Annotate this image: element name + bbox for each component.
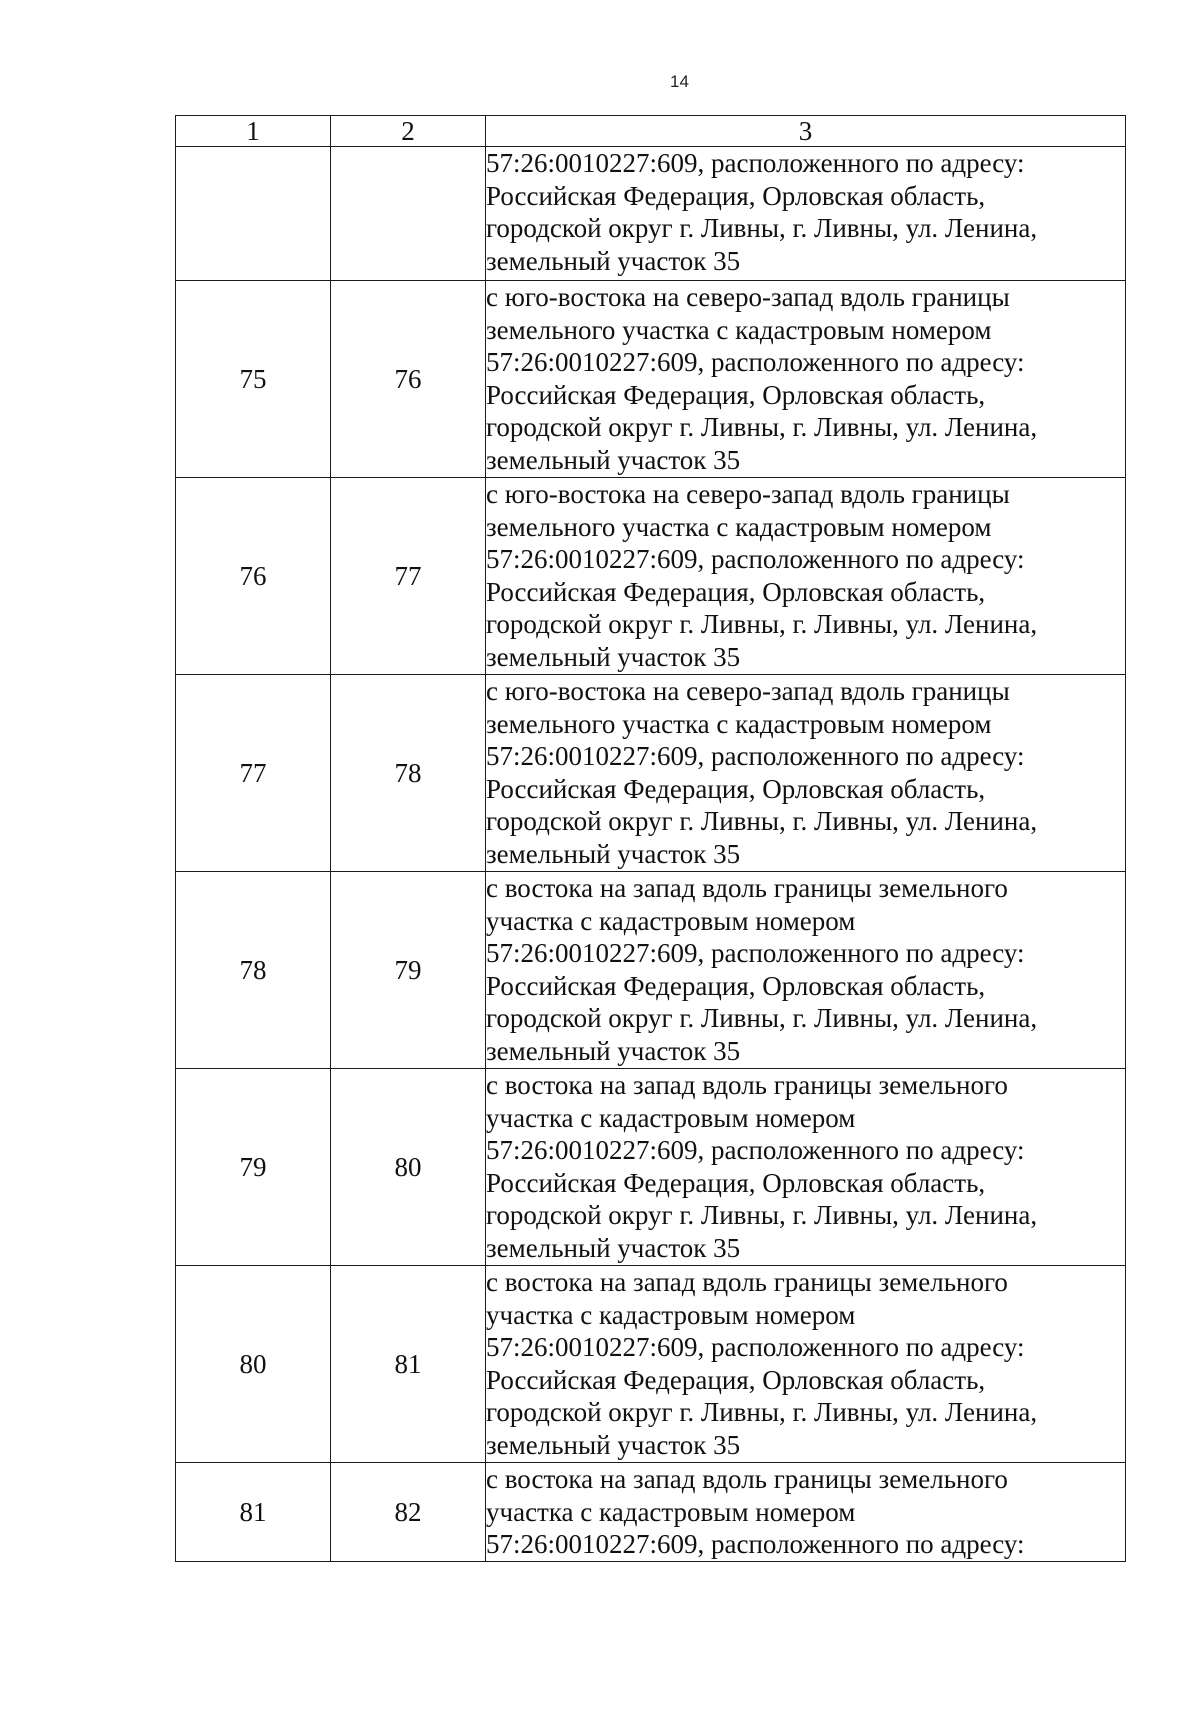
point-from-cell: 77 bbox=[176, 675, 331, 872]
description-line: 57:26:0010227:609, расположенного по адресу: bbox=[486, 1332, 1025, 1362]
point-to-cell bbox=[331, 147, 486, 281]
description-cell bbox=[486, 872, 1126, 1069]
description-line: земельного участка с кадастровым номером bbox=[486, 708, 992, 739]
description-line: земельный участок 35 bbox=[486, 838, 741, 869]
description-line: городской округ г. Ливны, г. Ливны, ул. Ленина, bbox=[486, 412, 1038, 442]
description-cell bbox=[486, 1069, 1126, 1266]
description-line: 57:26:0010227:609, расположенного по адресу: bbox=[486, 347, 1025, 377]
point-from-cell: 78 bbox=[176, 872, 331, 1069]
table-row bbox=[176, 872, 1126, 1069]
description-line: Российская Федерация, Орловская область, bbox=[486, 379, 986, 410]
description-cell bbox=[486, 1463, 1126, 1562]
header-row bbox=[176, 116, 1126, 147]
point-to-cell: 81 bbox=[331, 1266, 486, 1463]
table-row bbox=[176, 1463, 1126, 1562]
description-line: земельного участка с кадастровым номером bbox=[486, 314, 992, 345]
description-line: 57:26:0010227:609, расположенного по адресу: bbox=[486, 938, 1025, 968]
description-line: городской округ г. Ливны, г. Ливны, ул. Ленина, bbox=[486, 806, 1038, 836]
description-line: 57:26:0010227:609, расположенного по адресу: bbox=[486, 1529, 1025, 1559]
description-line: Российская Федерация, Орловская область, bbox=[486, 773, 986, 804]
point-from-cell bbox=[176, 147, 331, 281]
description-line: 57:26:0010227:609, расположенного по адресу: bbox=[486, 1135, 1025, 1165]
point-to-cell: 77 bbox=[331, 478, 486, 675]
description-line: с юго-востока на северо-запад вдоль границы bbox=[486, 282, 1010, 312]
description-line: с востока на запад вдоль границы земельного bbox=[486, 1464, 1008, 1494]
page-number: 14 bbox=[670, 72, 689, 91]
description-line: земельный участок 35 bbox=[486, 1232, 741, 1263]
table-row bbox=[176, 1266, 1126, 1463]
point-from-cell: 75 bbox=[176, 281, 331, 478]
description-line: городской округ г. Ливны, г. Ливны, ул. Ленина, bbox=[486, 1200, 1038, 1230]
description-line: земельный участок 35 bbox=[486, 641, 741, 672]
boundary-table bbox=[175, 115, 1126, 1562]
description-line: участка с кадастровым номером bbox=[486, 1299, 856, 1330]
description-line: 57:26:0010227:609, расположенного по адресу: bbox=[486, 148, 1025, 178]
header-col-1: 1 bbox=[176, 116, 331, 147]
description-line: городской округ г. Ливны, г. Ливны, ул. Ленина, bbox=[486, 213, 1038, 243]
point-from-cell: 80 bbox=[176, 1266, 331, 1463]
description-line: с востока на запад вдоль границы земельного bbox=[486, 1267, 1008, 1297]
description-cell bbox=[486, 478, 1126, 675]
table-row bbox=[176, 675, 1126, 872]
point-to-cell: 76 bbox=[331, 281, 486, 478]
point-from-cell: 76 bbox=[176, 478, 331, 675]
description-line: городской округ г. Ливны, г. Ливны, ул. Ленина, bbox=[486, 609, 1038, 639]
description-line: земельного участка с кадастровым номером bbox=[486, 511, 992, 542]
description-line: Российская Федерация, Орловская область, bbox=[486, 1364, 986, 1395]
description-line: земельный участок 35 bbox=[486, 245, 741, 276]
description-line: с востока на запад вдоль границы земельного bbox=[486, 873, 1008, 903]
point-to-cell: 78 bbox=[331, 675, 486, 872]
description-cell bbox=[486, 1266, 1126, 1463]
description-line: Российская Федерация, Орловская область, bbox=[486, 180, 986, 211]
point-to-cell: 82 bbox=[331, 1463, 486, 1562]
header-col-3: 3 bbox=[486, 116, 1126, 147]
point-to-cell: 80 bbox=[331, 1069, 486, 1266]
table-row bbox=[176, 281, 1126, 478]
description-line: земельный участок 35 bbox=[486, 1035, 741, 1066]
description-cell bbox=[486, 675, 1126, 872]
description-line: с юго-востока на северо-запад вдоль границы bbox=[486, 479, 1010, 509]
description-line: земельный участок 35 bbox=[486, 1429, 741, 1460]
point-from-cell: 79 bbox=[176, 1069, 331, 1266]
description-line: Российская Федерация, Орловская область, bbox=[486, 970, 986, 1001]
description-line: городской округ г. Ливны, г. Ливны, ул. Ленина, bbox=[486, 1397, 1038, 1427]
table-row bbox=[176, 1069, 1126, 1266]
description-line: участка с кадастровым номером bbox=[486, 1102, 856, 1133]
description-line: Российская Федерация, Орловская область, bbox=[486, 1167, 986, 1198]
point-from-cell: 81 bbox=[176, 1463, 331, 1562]
description-cell bbox=[486, 281, 1126, 478]
description-line: участка с кадастровым номером bbox=[486, 905, 856, 936]
description-cell bbox=[486, 147, 1126, 281]
table-body bbox=[176, 147, 1126, 1562]
description-line: 57:26:0010227:609, расположенного по адресу: bbox=[486, 741, 1025, 771]
description-line: с востока на запад вдоль границы земельного bbox=[486, 1070, 1008, 1100]
header-col-2: 2 bbox=[331, 116, 486, 147]
description-line: земельный участок 35 bbox=[486, 444, 741, 475]
description-line: Российская Федерация, Орловская область, bbox=[486, 576, 986, 607]
table-row bbox=[176, 147, 1126, 281]
description-line: городской округ г. Ливны, г. Ливны, ул. Ленина, bbox=[486, 1003, 1038, 1033]
point-to-cell: 79 bbox=[331, 872, 486, 1069]
description-line: 57:26:0010227:609, расположенного по адресу: bbox=[486, 544, 1025, 574]
description-line: участка с кадастровым номером bbox=[486, 1496, 856, 1527]
description-line: с юго-востока на северо-запад вдоль границы bbox=[486, 676, 1010, 706]
table-row bbox=[176, 478, 1126, 675]
